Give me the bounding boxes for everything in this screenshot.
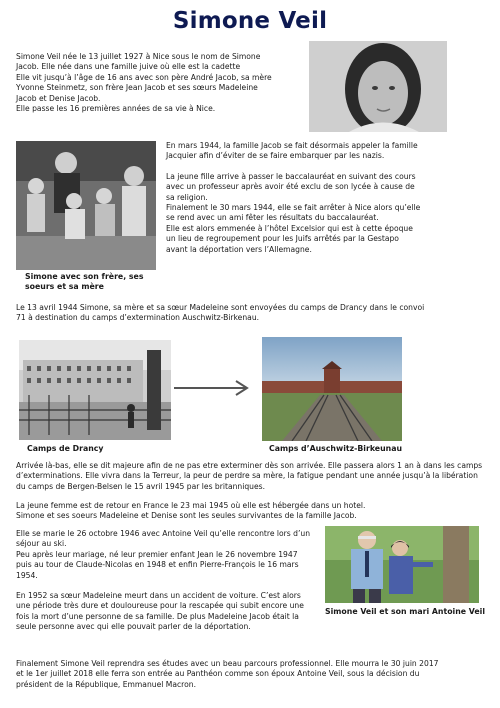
page-title: Simone Veil bbox=[172, 8, 328, 34]
blank-line bbox=[16, 581, 314, 591]
couple-caption: Simone Veil et son mari Antoine Veil bbox=[325, 607, 486, 616]
arrival-section bbox=[16, 461, 484, 492]
drancy-photo bbox=[19, 340, 171, 440]
march-paragraph-1: En mars 1944, la famille Jacob se fait désormais appeler la famille Jacquier afin d’éviter de se faire embarquer par les nazis. bbox=[166, 141, 418, 161]
intro-paragraph-3: Elle passe les 16 premières années de sa vie à Nice. bbox=[16, 104, 216, 114]
march-paragraph-4: Elle est alors emmenée à l’hôtel Excelsior qui est à cette époque un lieu de regroupement pour les Juifs arrêtés par la Gestapo avant la déportation vers l’Allemagne. bbox=[166, 223, 413, 254]
return-line-1: La jeune femme est de retour en France le 23 mai 1945 où elle est hébergée dans un hotel. bbox=[16, 501, 366, 510]
marriage-paragraph-1: Elle se marie le 26 octobre 1946 avec Antoine Veil qu’elle rencontre lors d’un séjour au ski. bbox=[16, 529, 311, 549]
blank-line bbox=[166, 162, 422, 172]
return-line-2: Simone et ses soeurs Madeleine et Denise sont les seules survivantes de la famille Jacob. bbox=[16, 511, 357, 521]
family-photo bbox=[16, 141, 156, 270]
couple-photo bbox=[325, 526, 479, 603]
marriage-section bbox=[16, 529, 314, 633]
march-paragraph-2: La jeune fille arrive à passer le baccalauréat en suivant des cours avec un professeur après avoir été exclu de son lycée à cause de sa religion. bbox=[166, 171, 416, 202]
right-arrow-icon bbox=[172, 378, 252, 398]
intro-paragraph-1: Simone Veil née le 13 juillet 1927 à Nice sous le nom de Simone Jacob. Elle née dans une famille juive où elle est la cadette bbox=[16, 52, 261, 72]
portrait-photo bbox=[309, 41, 447, 132]
auschwitz-photo bbox=[262, 337, 402, 441]
final-paragraph: Finalement Simone Veil reprendra ses études avec un beau parcours professionnel. Elle mourra le 30 juin 2017 et le 1er juillet 2018 elle ferra son entrée au Panthéon comme son époux Antoine Veil, sous la décision du président de la République, Emmanuel Macron. bbox=[16, 659, 439, 689]
final-section bbox=[16, 659, 440, 690]
intro-section bbox=[16, 52, 272, 114]
family-photo-caption: Simone avec son frère, ses soeurs et sa mère bbox=[25, 272, 144, 291]
return-section bbox=[16, 501, 484, 522]
april-1944-section bbox=[16, 303, 436, 324]
april-paragraph: Le 13 avril 1944 Simone, sa mère et sa sœur Madeleine sont envoyées du camps de Drancy dans le convoi 71 à destination du camps d’extermination Auschwitz-Birkenau. bbox=[16, 303, 425, 323]
auschwitz-caption: Camps d’Auschwitz-Birkeunau bbox=[269, 444, 402, 453]
marriage-paragraph-3: En 1952 sa sœur Madeleine meurt dans un accident de voiture. C’est alors une période très dure et douloureuse pour la rescapée qui subit encore une fois la mort d’une personne de sa famille. De plus Madeleine Jacob était la seule personne avec qui elle pouvait parler de la déportation. bbox=[16, 591, 304, 632]
marriage-paragraph-2: Peu après leur mariage, né leur premier enfant Jean le 26 novembre 1947 puis au tour de Claude-Nicolas en 1948 et enfin Pierre-François le 16 mars 1954. bbox=[16, 549, 299, 580]
march-1944-section bbox=[166, 141, 422, 255]
march-paragraph-3: Finalement le 30 mars 1944, elle se fait arrêter à Nice alors qu’elle se rend avec un ami fêter les résultats du baccalauréat. bbox=[166, 203, 421, 223]
intro-paragraph-2: Elle vit jusqu’à l’âge de 16 ans avec son père André Jacob, sa mère Yvonne Steinmetz, son frère Jean Jacob et ses sœurs Madeleine Jacob et Denise Jacob. bbox=[16, 72, 272, 103]
arrival-paragraph: Arrivée là-bas, elle se dit majeure afin de ne pas etre exterminer dès son arrivée. Elle passera alors 1 an à dans les camps d’exterminations. Elle vivra dans la Terreur, la peur de perdre sa mère, la fatigue pendant une année jusqu’à la libération du camps de Bergen-Belsen le 15 avril 1945 par les britanniques. bbox=[16, 461, 483, 491]
drancy-caption: Camps de Drancy bbox=[27, 444, 104, 453]
